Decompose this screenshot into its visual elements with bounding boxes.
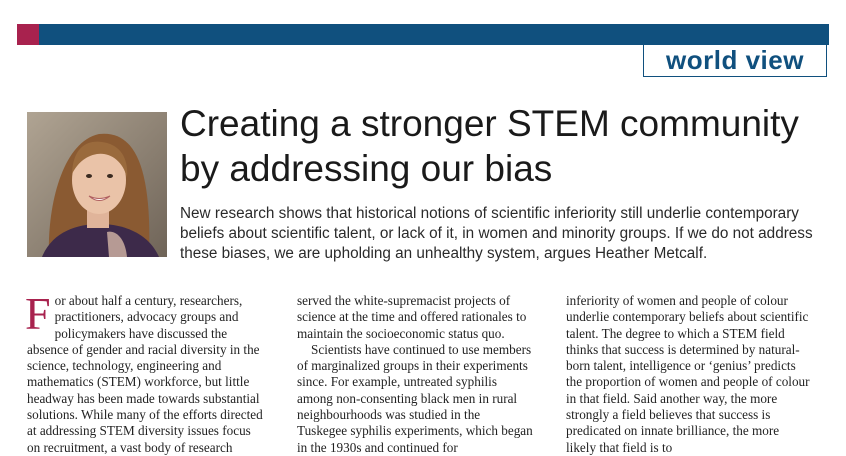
section-tag-label: world view xyxy=(666,45,804,75)
body-column-1 xyxy=(25,288,263,456)
header-accent xyxy=(17,24,39,45)
body-column-3 xyxy=(566,293,810,456)
body-column-2-paragraph-2: Scientists have continued to use members of marginalized groups in their experiments since. For example, untreated syphilis among non-consenting black men in rural neighbourhoods was studied in the Tuskegee syphilis experiments, which began in the 1930s and continued for xyxy=(297,341,533,455)
author-photo xyxy=(27,112,167,257)
article-title: Creating a stronger STEM community by addressing our bias xyxy=(180,103,799,189)
body-column-2-paragraph-1: served the white-supremacist projects of science at the time and offered rationales to maintain the socioeconomic status quo. xyxy=(297,293,527,341)
header-bar xyxy=(17,24,829,45)
body-column-1-text: or about half a century, researchers, practitioners, advocacy groups and policymakers have discussed the absence of gender and racial diversity in the science, technology, engineering and mathematics (STEM) workforce, but little headway has been made towards substantial solutions. While many of the efforts directed at addressing STEM diversity issues focus on recruitment, a vast body of research xyxy=(27,293,263,455)
article-standfirst: New research shows that historical notions of scientific inferiority still underlie contemporary beliefs about scientific talent, or lack of it, in women and minority groups. If we do not address these biases, we are upholding an unhealthy system, argues Heather Metcalf. xyxy=(180,205,813,262)
body-column-3-text: inferiority of women and people of colour underlie contemporary beliefs about scientific talent. The degree to which a STEM field thinks that success is determined by natural-born talent, intelligence or ‘genius’ predicts the proportion of women and people of colour in that field. Said another way, the more strongly a field believes that success is predicated on innate brilliance, the more likely that field is to xyxy=(566,293,810,455)
section-tag xyxy=(643,45,827,77)
body-column-2 xyxy=(297,293,533,456)
drop-cap: F xyxy=(25,288,51,339)
